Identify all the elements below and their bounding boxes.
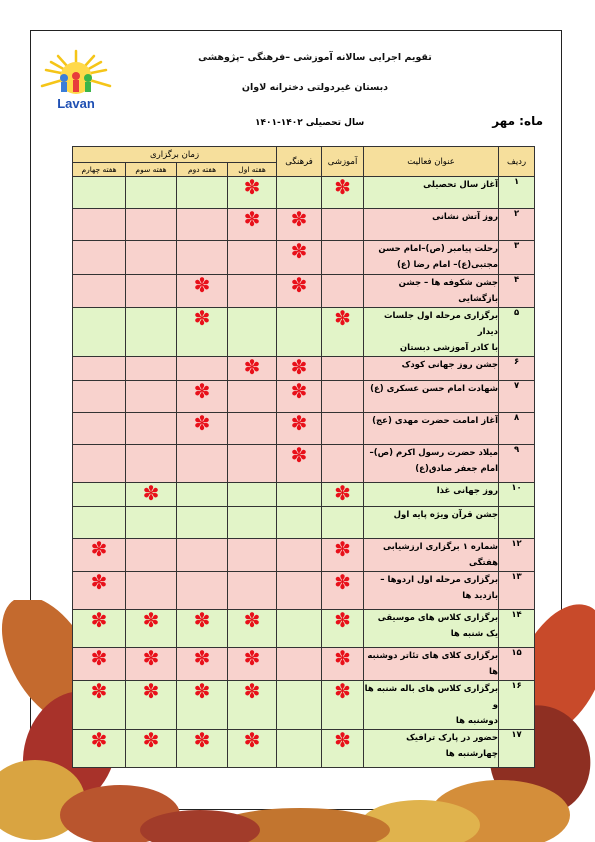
row-number: ۱۰ — [499, 483, 535, 507]
table-row — [73, 610, 535, 648]
header-activity-title: عنوان فعالیت — [364, 147, 499, 177]
activity-title: برگزاری کلاس های موسیقی یک شنبه ها — [364, 610, 499, 648]
mark-icon: ✽ — [290, 273, 308, 297]
row-number: ۱۴ — [499, 610, 535, 648]
activity-title: جشن قرآن ویژه پایه اول — [364, 507, 499, 539]
activity-title: آغاز سال تحصیلی — [364, 177, 499, 209]
mark-icon: ✽ — [193, 273, 211, 297]
activity-title: شماره ۱ برگزاری ارزشیابی هفتگی — [364, 539, 499, 572]
mark-icon: ✽ — [290, 379, 308, 403]
activity-title: شهادت امام حسن عسکری (ع) — [364, 381, 499, 413]
mark-icon: ✽ — [290, 411, 308, 435]
mark-icon: ✽ — [193, 646, 211, 670]
row-number: ۶ — [499, 357, 535, 381]
mark-icon: ✽ — [193, 679, 211, 703]
mark-icon: ✽ — [334, 728, 351, 752]
table-row — [73, 507, 535, 539]
header-week1: هفته اول — [228, 163, 277, 177]
activity-title: حضور در پارک ترافیک چهارشنبه ها — [364, 730, 499, 768]
table-row — [73, 275, 535, 308]
mark-icon: ✽ — [334, 570, 351, 594]
table-row — [73, 445, 535, 483]
table-row — [73, 308, 535, 357]
row-number: ۱ — [499, 177, 535, 209]
mark-icon: ✽ — [193, 608, 211, 632]
table-row — [73, 572, 535, 610]
row-number: ۱۲ — [499, 539, 535, 572]
mark-icon: ✽ — [90, 608, 108, 632]
header-row-number: ردیف — [499, 147, 535, 177]
mark-icon: ✽ — [142, 679, 160, 703]
mark-icon: ✽ — [90, 728, 108, 752]
mark-icon: ✽ — [90, 679, 108, 703]
row-number: ۱۵ — [499, 648, 535, 681]
mark-icon: ✽ — [193, 306, 211, 330]
row-number — [499, 507, 535, 539]
activity-title: میلاد حضرت رسول اکرم (ص)– امام جعفر صادق(ع) — [364, 445, 499, 483]
mark-icon: ✽ — [142, 646, 160, 670]
mark-icon: ✽ — [334, 537, 351, 561]
mark-icon: ✽ — [334, 306, 351, 330]
activity-title: جشن شکوفه ها – جشن بازگشایی — [364, 275, 499, 308]
row-number: ۴ — [499, 275, 535, 308]
mark-icon: ✽ — [334, 481, 351, 505]
table-row — [73, 681, 535, 730]
mark-icon: ✽ — [290, 239, 308, 263]
mark-icon: ✽ — [243, 608, 261, 632]
document-title: تقویم اجرایی سالانه آموزشی –فرهنگی –پژوهشی — [198, 52, 432, 63]
table-row — [73, 483, 535, 507]
header-week3: هفته سوم — [126, 163, 177, 177]
row-number: ۹ — [499, 445, 535, 483]
activity-title: آغاز امامت حضرت مهدی (عج) — [364, 413, 499, 445]
month-label: ماه: مهر — [492, 114, 543, 128]
mark-icon: ✽ — [193, 728, 211, 752]
table-row — [73, 413, 535, 445]
activity-title: برگزاری مرحله اول اردوها – بازدید ها — [364, 572, 499, 610]
school-name: دبستان غیردولتی دخترانه لاوان — [241, 82, 389, 93]
mark-icon: ✽ — [90, 537, 108, 561]
mark-icon: ✽ — [243, 175, 261, 199]
mark-icon: ✽ — [243, 728, 261, 752]
school-year: سال تحصیلی ۱۴۰۲-۱۴۰۱ — [255, 118, 365, 128]
activity-calendar-table — [72, 146, 535, 768]
mark-icon: ✽ — [193, 379, 211, 403]
mark-icon: ✽ — [243, 679, 261, 703]
activity-title: برگزاری کلای های تئاتر دوشنبه ها — [364, 648, 499, 681]
row-number: ۵ — [499, 308, 535, 357]
table-row — [73, 177, 535, 209]
row-number: ۱۶ — [499, 681, 535, 730]
table-row — [73, 241, 535, 275]
row-number: ۷ — [499, 381, 535, 413]
mark-icon: ✽ — [334, 646, 351, 670]
table-row — [73, 539, 535, 572]
mark-icon: ✽ — [290, 207, 308, 231]
header-educational: آموزشی — [322, 147, 364, 177]
header-week4: هفته چهارم — [73, 163, 126, 177]
mark-icon: ✽ — [290, 355, 308, 379]
activity-title: برگزاری مرحله اول جلسات دیدار با کادر آموزشی دبستان — [364, 308, 499, 357]
mark-icon: ✽ — [334, 608, 351, 632]
mark-icon: ✽ — [142, 608, 160, 632]
table-row — [73, 730, 535, 768]
mark-icon: ✽ — [243, 646, 261, 670]
table-row — [73, 648, 535, 681]
logo-text: Lavan — [57, 96, 95, 111]
mark-icon: ✽ — [334, 175, 351, 199]
activity-title: جشن روز جهانی کودک — [364, 357, 499, 381]
activity-title: روز جهانی غذا — [364, 483, 499, 507]
activity-title: برگزاری کلاس های باله شنبه ها و دوشنبه ها — [364, 681, 499, 730]
row-number: ۸ — [499, 413, 535, 445]
mark-icon: ✽ — [243, 207, 261, 231]
mark-icon: ✽ — [334, 679, 351, 703]
mark-icon: ✽ — [142, 728, 160, 752]
row-number: ۳ — [499, 241, 535, 275]
header-schedule: زمان برگزاری — [73, 147, 277, 163]
mark-icon: ✽ — [193, 411, 211, 435]
header-cultural: فرهنگی — [277, 147, 322, 177]
activity-title: روز آتش نشانی — [364, 209, 499, 241]
header-week2: هفته دوم — [177, 163, 228, 177]
school-logo — [36, 48, 116, 118]
mark-icon: ✽ — [243, 355, 261, 379]
row-number: ۱۳ — [499, 572, 535, 610]
mark-icon: ✽ — [90, 646, 108, 670]
mark-icon: ✽ — [142, 481, 160, 505]
mark-icon: ✽ — [90, 570, 108, 594]
table-row — [73, 381, 535, 413]
table-row — [73, 357, 535, 381]
mark-icon: ✽ — [290, 443, 308, 467]
table-row — [73, 209, 535, 241]
row-number: ۲ — [499, 209, 535, 241]
activity-title: رحلت پیامبر (ص)–امام حسن مجتبی(ع)– امام رضا (ع) — [364, 241, 499, 275]
row-number: ۱۷ — [499, 730, 535, 768]
